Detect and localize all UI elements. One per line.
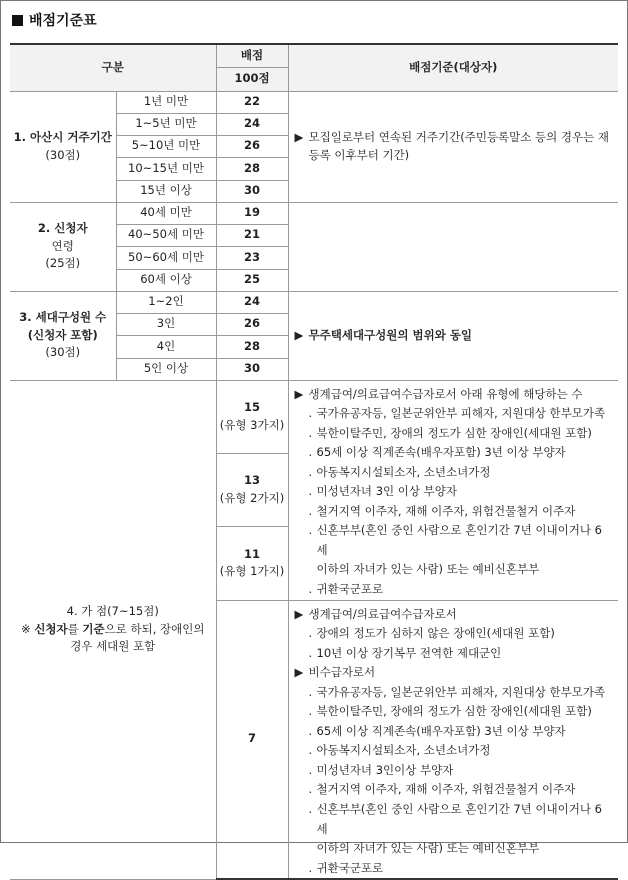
r3-sub: (신청자 포함) <box>27 327 98 342</box>
list-item: 이하의 자녀가 있는 사람) 또는 예비신혼부부 <box>316 562 540 577</box>
r2-sub: 연령 <box>51 238 74 253</box>
r4-list2-head1: 생계급여/의료급여수급자로서 <box>308 606 457 621</box>
r2-item-3: 60세 이상 <box>116 269 216 291</box>
r2-score-2: 23 <box>216 246 288 269</box>
r3-item-3: 5인 이상 <box>116 358 216 380</box>
r3-item-0: 1~2인 <box>116 291 216 313</box>
r2-score-3: 25 <box>216 269 288 291</box>
r4-list2: ▶ 생계급여/의료급여수급자로서 . 장애의 정도가 심하지 않은 장애인(세대원 포함) . 10년 이상 장기복무 전역한 제대군인 ▶ 비수급자로서 . 국가유공자등, 일본군위안부 피해자, 지원대상 한부모가족 . 북한이탈주민, 장애의 정도가 심한 장애인(세대원 포함) . 65세 이상 직계존속(배우자포함) 3년 이상 부양자 . 아동복지시설퇴소자, 소년소녀가정 . 미성년자녀 3인이상 부양자 . 철거지역 이주자, 재해 이주자, 위험건물철거 이주자 . 신혼부부(혼인 중인 사람으로 혼인기간 7년 이내이거나 6세 이하의 자녀가 있는 사람) 또는 예비신혼부부 . 귀환국군포로 <box>288 600 618 879</box>
r1-points: (30점) <box>45 147 81 162</box>
r2-score-0: 19 <box>216 202 288 224</box>
r4-list2-head2: 비수급자로서 <box>308 665 376 680</box>
list-item: 국가유공자등, 일본군위안부 피해자, 지원대상 한부모가족 <box>316 684 606 699</box>
triangle-right-icon: ▶ <box>294 327 304 342</box>
page-title-text: 배점기준표 <box>29 13 97 29</box>
header-total: 100점 <box>216 67 288 91</box>
r2-criteria <box>288 202 618 291</box>
score-table <box>10 43 618 880</box>
r2-item-0: 40세 미만 <box>116 202 216 224</box>
r4-note-bold1: 신청자 <box>34 621 68 636</box>
list-item: 귀환국군포로 <box>316 581 384 596</box>
r3-criteria <box>288 291 618 380</box>
r3-score-0: 24 <box>216 291 288 313</box>
r3-score-2: 28 <box>216 335 288 358</box>
r4-note-text1: 를 <box>67 621 79 636</box>
r4-note-line1 <box>14 621 212 639</box>
r4-category <box>10 380 216 879</box>
header-category: 구분 <box>10 44 216 91</box>
r4-list1-head: 생계급여/의료급여수급자로서 아래 유형에 해당하는 수 <box>308 386 583 401</box>
r4-score-2 <box>216 527 288 600</box>
triangle-right-icon: ▶ <box>294 129 304 144</box>
header-criteria: 배점기준(대상자) <box>288 44 618 91</box>
r4-score-2-desc: (유형 1가지) <box>219 564 285 579</box>
list-item: 아동복지시설퇴소자, 소년소녀가정 <box>316 464 491 479</box>
r4-score-1 <box>216 453 288 526</box>
square-bullet-icon <box>12 15 23 26</box>
r4-list1: ▶ 생계급여/의료급여수급자로서 아래 유형에 해당하는 수 . 국가유공자등, 일본군위안부 피해자, 지원대상 한부모가족 . 북한이탈주민, 장애의 정도가 심한 장애인(세대원 포함) . 65세 이상 직계존속(배우자포함) 3년 이상 부양자 . 아동복지시설퇴소자, 소년소녀가정 . 미성년자녀 3인 이상 부양자 . 철거지역 이주자, 재해 이주자, 위험건물철거 이주자 . 신혼부부(혼인 중인 사람으로 혼인기간 7년 이내이거나 6세 이하의 자녀가 있는 사람) 또는 예비신혼부부 . 귀환국군포로 <box>288 380 618 600</box>
r4-score-0-value: 15 <box>243 399 260 414</box>
r1-item-2: 5~10년 미만 <box>116 135 216 157</box>
r1-criteria-text: 모집일로부터 연속된 거주기간(주민등록말소 등의 경우는 재등록 이후부터 기간) <box>308 129 609 162</box>
r1-name: 1. 아산시 거주기간 <box>13 129 112 144</box>
header-score: 배점 <box>216 44 288 67</box>
r4-name: 4. 가 점(7~15점) <box>66 603 159 618</box>
list-item: 철거지역 이주자, 재해 이주자, 위험건물철거 이주자 <box>316 503 576 518</box>
list-item: 귀환국군포로 <box>316 860 384 875</box>
list-item: 이하의 자녀가 있는 사람) 또는 예비신혼부부 <box>316 841 540 856</box>
r1-criteria <box>288 91 618 202</box>
r3-points: (30점) <box>45 345 81 360</box>
list-item: 신혼부부(혼인 중인 사람으로 혼인기간 7년 이내이거나 6세 <box>316 523 602 557</box>
r4-score-1-value: 13 <box>243 473 260 488</box>
r1-score-3: 28 <box>216 157 288 180</box>
r2-score-1: 21 <box>216 224 288 246</box>
list-item: 국가유공자등, 일본군위안부 피해자, 지원대상 한부모가족 <box>316 406 606 421</box>
r3-item-1: 3인 <box>116 313 216 335</box>
r4-score-3: 7 <box>216 600 288 879</box>
r2-item-1: 40~50세 미만 <box>116 224 216 246</box>
r3-name: 3. 세대구성원 수 <box>19 309 107 324</box>
r4-note-bold2: 기준 <box>82 621 105 636</box>
r2-category <box>10 202 116 291</box>
triangle-right-icon: ▶ <box>294 665 304 680</box>
r3-score-1: 26 <box>216 313 288 335</box>
r1-score-1: 24 <box>216 113 288 135</box>
list-item: 65세 이상 직계존속(배우자포함) 3년 이상 부양자 <box>316 445 566 460</box>
list-item: 미성년자녀 3인 이상 부양자 <box>316 484 457 499</box>
r2-item-2: 50~60세 미만 <box>116 246 216 269</box>
r4-note-text2: 으로 하되, 장애인의 <box>104 621 205 636</box>
r1-score-4: 30 <box>216 180 288 202</box>
r1-item-4: 15년 이상 <box>116 180 216 202</box>
r1-item-1: 1~5년 미만 <box>116 113 216 135</box>
r4-score-2-value: 11 <box>243 546 260 561</box>
r3-item-2: 4인 <box>116 335 216 358</box>
r1-item-3: 10~15년 미만 <box>116 157 216 180</box>
list-item: 신혼부부(혼인 중인 사람으로 혼인기간 7년 이내이거나 6세 <box>316 801 602 836</box>
r1-score-0: 22 <box>216 91 288 113</box>
r4-note-line2: 경우 세대원 포함 <box>70 639 156 654</box>
list-item: 북한이탈주민, 장애의 정도가 심한 장애인(세대원 포함) <box>316 704 592 719</box>
page-title <box>12 10 97 30</box>
triangle-right-icon: ▶ <box>294 386 304 401</box>
list-item: 철거지역 이주자, 재해 이주자, 위험건물철거 이주자 <box>316 782 576 797</box>
list-item: 아동복지시설퇴소자, 소년소녀가정 <box>316 743 491 758</box>
r4-note-mark: ※ <box>21 621 31 636</box>
r3-criteria-text: 무주택세대구성원의 범위와 동일 <box>308 327 473 342</box>
r1-item-0: 1년 미만 <box>116 91 216 113</box>
r1-score-2: 26 <box>216 135 288 157</box>
list-item: 북한이탈주민, 장애의 정도가 심한 장애인(세대원 포함) <box>316 425 592 440</box>
r1-category <box>10 91 116 202</box>
r4-score-1-desc: (유형 2가지) <box>219 490 285 505</box>
r4-score-0-desc: (유형 3가지) <box>219 417 285 432</box>
r3-category <box>10 291 116 380</box>
triangle-right-icon: ▶ <box>294 606 304 621</box>
list-item: 장애의 정도가 심하지 않은 장애인(세대원 포함) <box>316 626 555 641</box>
r4-score-0 <box>216 380 288 453</box>
r2-name: 2. 신청자 <box>37 220 88 235</box>
list-item: 65세 이상 직계존속(배우자포함) 3년 이상 부양자 <box>316 723 566 738</box>
list-item: 10년 이상 장기복무 전역한 제대군인 <box>316 645 502 660</box>
r2-points: (25점) <box>45 256 81 271</box>
list-item: 미성년자녀 3인이상 부양자 <box>316 762 454 777</box>
r3-score-3: 30 <box>216 358 288 380</box>
